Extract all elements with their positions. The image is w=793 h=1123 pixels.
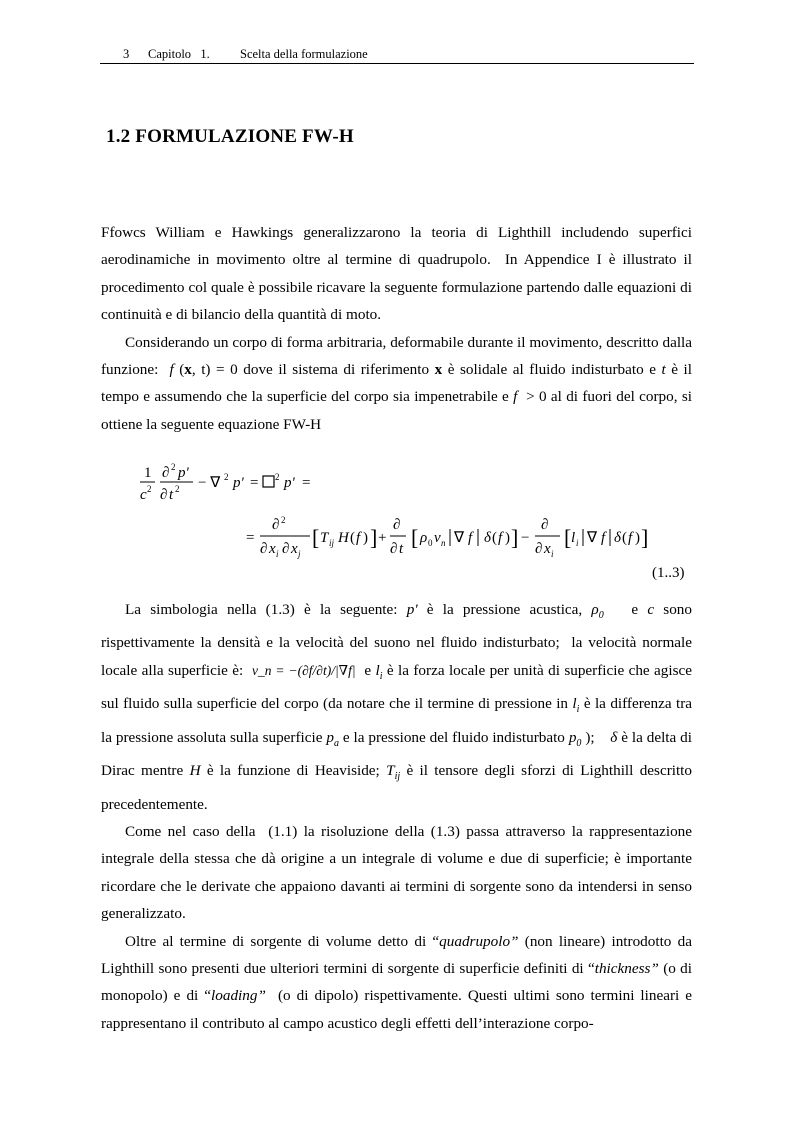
svg-text:i: i [576,538,579,548]
svg-text:ij: ij [329,538,335,548]
svg-text:=: = [250,475,259,491]
svg-text:l: l [571,530,576,546]
svg-text:f: f [468,530,473,546]
svg-text:n: n [441,538,446,548]
svg-text:[: [ [411,525,419,550]
svg-text:c: c [140,487,147,503]
header-rule [100,63,694,64]
svg-text:∂: ∂ [393,517,401,533]
svg-text:∂: ∂ [541,517,549,533]
svg-text:T: T [320,530,329,546]
svg-text:∇: ∇ [454,530,465,546]
svg-text:]: ] [370,525,378,550]
paragraph-2: Considerando un corpo di forma arbitraria, deformabile durante il movimento, descritto dalla funzione: f (x, t) = 0 dove il sistema di riferimento x è solidale al fluido indisturbato e t è il tempo e assumendo che la superficie del corpo sia impenetrabile e f > 0 al di fuori del corpo, si ottiene la seguente equazione FW-H [101,333,692,433]
svg-text:=: = [246,530,255,546]
equation-number: (1..3) [652,565,685,581]
normal-velocity-formula: v_n = −(∂f/∂t)/|∇f| [251,662,356,678]
page-number: 3 [123,47,130,61]
svg-text:j: j [298,549,301,559]
svg-text:t: t [399,541,404,557]
svg-text:v: v [434,530,441,546]
svg-text:]: ] [641,525,649,550]
svg-text:2: 2 [281,515,286,525]
svg-text:H: H [338,530,349,546]
svg-text:∂: ∂ [282,541,290,557]
svg-text:− ∇: − ∇ [198,475,221,491]
svg-text:(: ( [492,530,497,546]
svg-text:p': p' [233,475,244,491]
svg-text:2: 2 [175,484,180,494]
svg-text:x: x [269,541,276,557]
svg-text:): ) [363,530,368,546]
svg-text:δ: δ [614,530,621,546]
chapter-title: Scelta della formulazione [240,47,368,61]
paragraphs-block-1 [101,219,692,438]
paragraphs-block-2 [101,596,692,1037]
svg-text:δ: δ [484,530,491,546]
svg-text:f: f [356,530,361,546]
svg-text:∂: ∂ [260,541,268,557]
svg-text:∂: ∂ [390,541,398,557]
svg-text:=: = [302,475,311,491]
paragraph-3: La simbologia nella (1.3) è la seguente: p' è la pressione acustica, $\rho_0$ e c sono rispettivamente la densità e la velocità del suono nel fluido indisturbato; la velocità normale locale alla superficie è: v_n = −(∂f/∂t)/|∇f| e $l_i$ è la forza locale per unità di superficie che agisce sul fluido sulla superficie del corpo (da notare che il termine di pressione in $l_i$ è la differenza tra la pressione assoluta sulla superficie $p_a$ e la pressione del fluido indisturbato $p_0$ ); δ è la delta di Dirac mentre H è la funzione di Heaviside; $T_{ij}$ è il tensore degli sforzi di Lighthill descritto precedentemente. [101,601,693,813]
svg-text:x: x [291,541,298,557]
paragraph-1: Ffowcs William e Hawkings generalizzarono la teoria di Lighthill includendo superfici aerodinamiche in movimento oltre al termine di quadrupolo. In Appendice I è illustrato il procedimento col quale è possibile ricavare la seguente formulazione partendo dalle equazioni di continuità e di bilancio della quantità di moto. [101,224,692,324]
svg-text:∂: ∂ [535,541,543,557]
svg-text:∂: ∂ [272,517,280,533]
svg-text:∂: ∂ [160,487,168,503]
svg-text:i: i [276,549,279,559]
paragraph-4: Come nel caso della (1.1) la risoluzione della (1.3) passa attraverso la rappresentazione integrale della stessa che dà origine a un integrale di volume e due di superficie; è importante ricordare che le derivate che appaiono davanti ai termini di sorgente sono da intendersi in senso generalizzato. [101,823,692,923]
svg-text:2: 2 [171,462,176,472]
svg-text:∇: ∇ [587,530,598,546]
svg-text:]: ] [511,525,519,550]
svg-text:[: [ [312,525,320,550]
svg-text:ρ: ρ [420,530,428,546]
svg-text:1: 1 [144,465,152,481]
fwh-equation-line1 [138,460,338,508]
svg-text:−: − [521,530,530,546]
svg-text:∂: ∂ [162,465,170,481]
svg-text:x: x [544,541,551,557]
fwh-equation-line2 [246,514,666,564]
svg-text:2: 2 [224,472,229,482]
svg-text:(: ( [622,530,627,546]
chapter-label: Capitolo 1. [148,47,210,61]
svg-text:f: f [628,530,633,546]
svg-text:p': p' [178,465,189,481]
svg-text:2: 2 [275,472,280,482]
paragraph-5: Oltre al termine di sorgente di volume detto di “quadrupolo” (non lineare) introdotto da Lighthill sono presenti due ulteriori termini di sorgente di superficie definiti di “thickness” (o di monopolo) e di “loading” (o di dipolo) rispettivamente. Questi ultimi sono termini lineari e rappresentano il contributo al campo acustico degli effetti dell’interazione corpo- [101,932,692,1032]
svg-text:0: 0 [428,538,433,548]
svg-text:p': p' [284,475,295,491]
svg-text:f: f [498,530,503,546]
svg-text:): ) [635,530,640,546]
svg-text:t: t [169,487,174,503]
svg-text:): ) [505,530,510,546]
section-title: 1.2 FORMULAZIONE FW-H [106,126,354,147]
svg-text:(: ( [350,530,355,546]
svg-text:2: 2 [147,484,152,494]
svg-text:+: + [378,530,387,546]
svg-text:f: f [601,530,606,546]
svg-text:[: [ [564,525,572,550]
svg-text:i: i [551,549,554,559]
